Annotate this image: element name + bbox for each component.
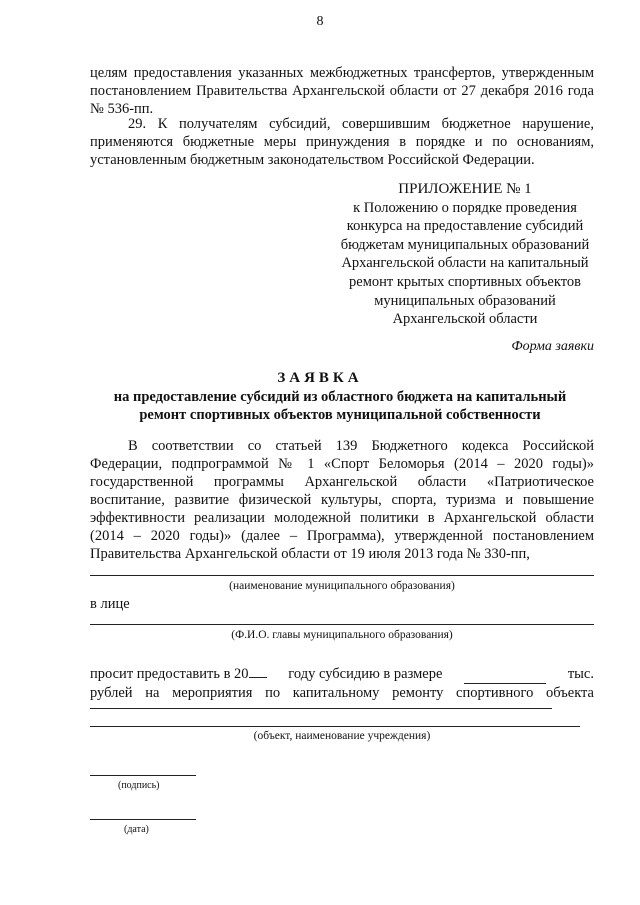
appendix-line: конкурса на предоставление субсидий bbox=[346, 218, 584, 235]
year-blank[interactable] bbox=[249, 677, 267, 678]
request-row-1 bbox=[90, 665, 594, 684]
municipality-caption: (наименование муниципального образования) bbox=[229, 580, 455, 592]
date-line[interactable] bbox=[90, 819, 196, 820]
request-text-start: просит предоставить в 20 bbox=[90, 665, 267, 684]
appendix-line: муниципальных образований bbox=[374, 292, 556, 309]
page-number: 8 bbox=[316, 14, 324, 29]
request-row-2: рублей на мероприятия по капитальному ремонту спортивного объекта bbox=[90, 685, 594, 701]
form-label: Форма заявки bbox=[511, 339, 594, 354]
appendix-title: ПРИЛОЖЕНИЕ № 1 bbox=[398, 181, 532, 197]
appendix-line: Архангельской области bbox=[392, 311, 538, 328]
request-text-end: тыс. bbox=[567, 666, 594, 682]
appendix-header bbox=[315, 180, 615, 329]
amount-blank[interactable] bbox=[464, 665, 546, 684]
appendix-line: Архангельской области на капитальный bbox=[341, 255, 589, 272]
object-caption: (объект, наименование учреждения) bbox=[253, 730, 431, 742]
subtitle-line-2: ремонт спортивных объектов муниципальной собственности bbox=[139, 407, 541, 423]
application-title: ЗАЯВКА bbox=[277, 370, 363, 386]
appendix-line: к Положению о порядке проведения bbox=[353, 199, 577, 216]
date-caption: (дата) bbox=[124, 824, 149, 835]
municipality-line[interactable] bbox=[90, 575, 594, 576]
signature-line[interactable] bbox=[90, 775, 196, 776]
paragraph-29: 29. К получателям субсидий, совершившим бюджетное нарушение, применяются бюджетные меры принуждения в порядке и по основаниям, установленным бюджетным законодательством Российской Федерации. bbox=[90, 116, 594, 168]
signature-caption: (подпись) bbox=[118, 780, 160, 791]
object-line-2[interactable] bbox=[90, 726, 580, 727]
head-caption: (Ф.И.О. главы муниципального образования) bbox=[231, 629, 453, 641]
head-name-line[interactable] bbox=[90, 624, 594, 625]
in-person-label: в лице bbox=[90, 596, 130, 612]
application-body: В соответствии со статьей 139 Бюджетного кодекса Российской Федерации, подпрограммой № 1 «Спорт Беломорья (2014 – 2020 годы)» государственной программы Архангельской области «Патриотическое воспитание, развитие физической культуры, спорта, туризма и повышение эффективности реализации молодежной политики в Архангельской области (2014 – 2020 годы)» (далее – Программа), утвержденной постановлением Правительства Архангельской области от 19 июля 2013 года № 330-пп, bbox=[90, 438, 594, 562]
request-paragraph bbox=[90, 665, 594, 703]
subtitle-line-1: на предоставление субсидий из областного бюджета на капитальный bbox=[113, 389, 567, 405]
appendix-line: бюджетам муниципальных образований bbox=[340, 236, 590, 253]
appendix-line: ремонт крытых спортивных объектов bbox=[349, 273, 581, 290]
object-line-1[interactable] bbox=[90, 708, 552, 709]
application-subtitle bbox=[80, 388, 600, 424]
paragraph-continued: целям предоставления указанных межбюджетных трансфертов, утвержденным постановлением Правительства Архангельской области от 27 декабря 2016 года № 536-пп. bbox=[90, 65, 594, 117]
request-text-middle: году субсидию в размере bbox=[288, 666, 443, 682]
